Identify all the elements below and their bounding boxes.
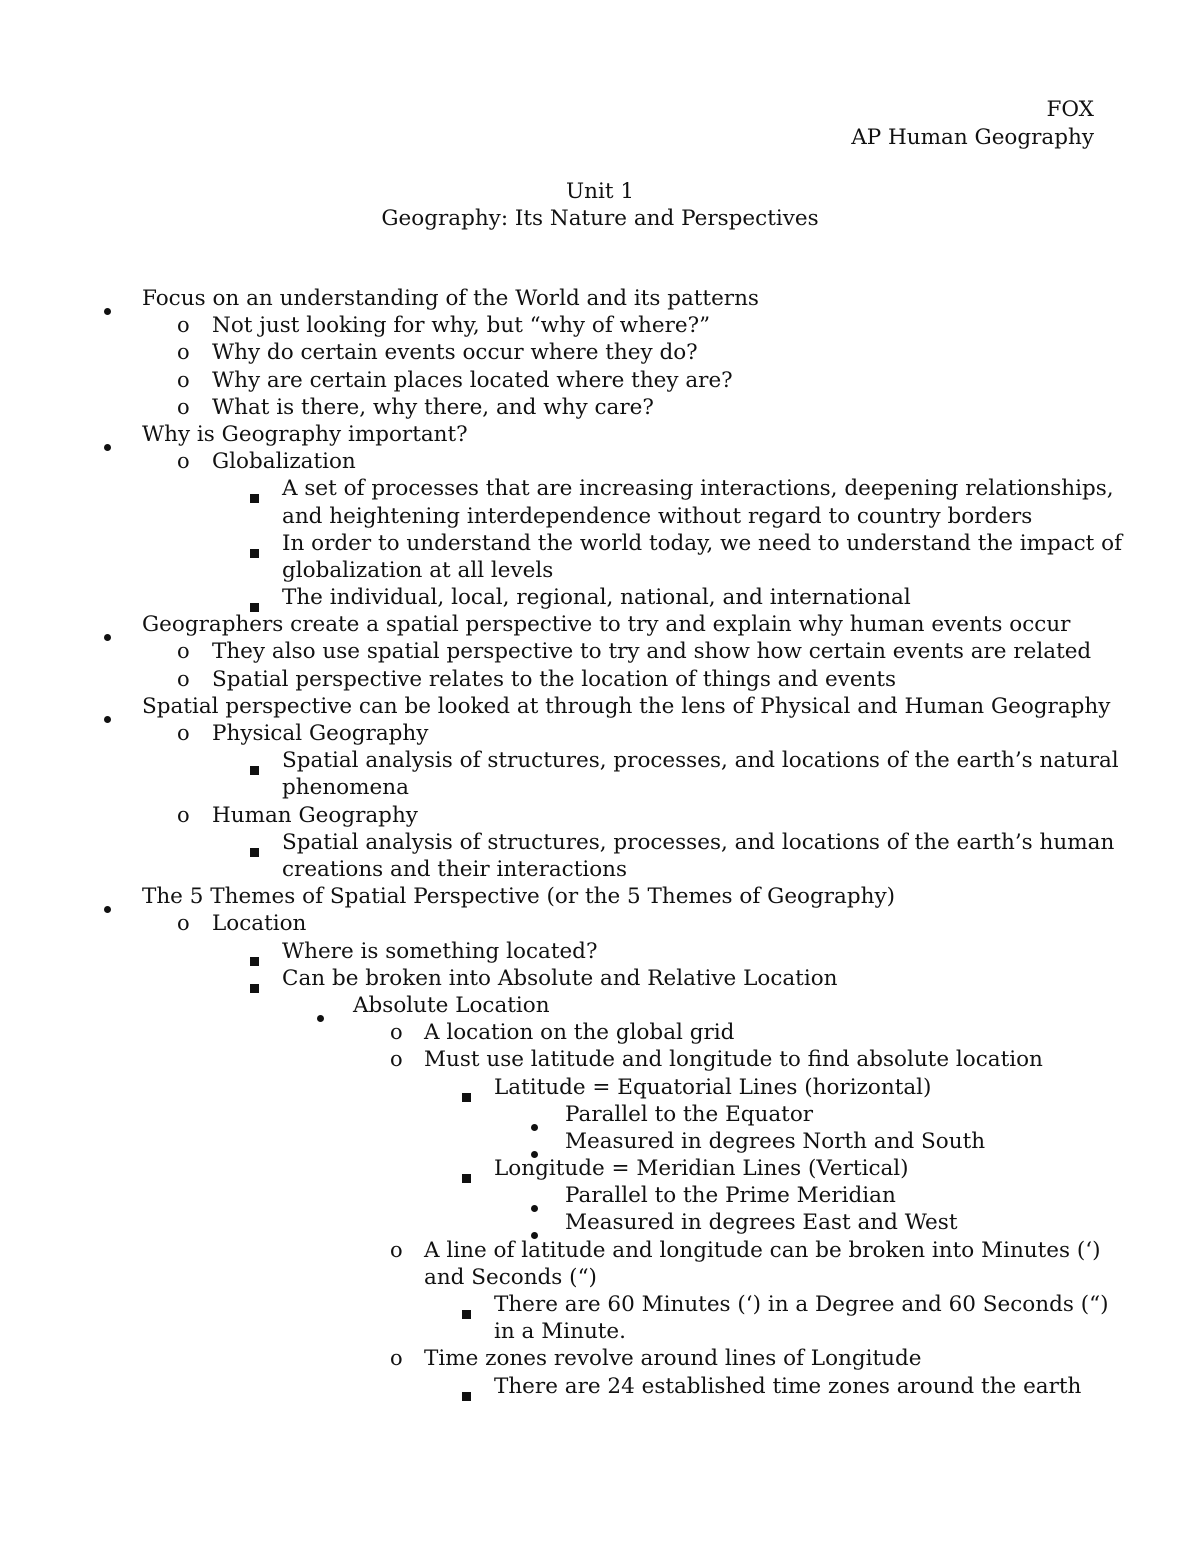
outline-item-continuation: and Seconds (“) <box>424 1264 597 1290</box>
outline-item <box>0 1237 1200 1291</box>
outline-item <box>0 1291 1200 1345</box>
outline-item-text: A line of latitude and longitude can be broken into Minutes (‘) <box>424 1237 1101 1263</box>
outline-item-text: In order to understand the world today, we need to understand the impact of <box>282 530 1123 556</box>
outline-item <box>0 693 1200 720</box>
outline-item <box>0 367 1200 394</box>
outline-item-text: Physical Geography <box>212 721 429 747</box>
outline-item <box>0 965 1200 992</box>
outline-item-text: The 5 Themes of Spatial Perspective (or the 5 Themes of Geography) <box>142 884 895 910</box>
bullet-square-icon <box>250 837 259 864</box>
outline-item-text: Globalization <box>212 449 356 475</box>
outline-item-text: A set of processes that are increasing interactions, deepening relationships, <box>282 476 1114 502</box>
outline-item-text: Human Geography <box>212 802 418 828</box>
outline-item-text: Where is something located? <box>282 938 598 964</box>
outline-item <box>0 1046 1200 1073</box>
outline-item <box>0 1182 1200 1209</box>
outline-item <box>0 802 1200 829</box>
bullet-circle-icon: o <box>390 1237 403 1262</box>
outline-item-text: Why do certain events occur where they do? <box>212 340 698 366</box>
bullet-circle-icon: o <box>177 911 190 936</box>
outline-item <box>0 421 1200 448</box>
author-name: FOX <box>1046 97 1094 122</box>
bullet-circle-icon: o <box>177 666 190 691</box>
outline-item <box>0 666 1200 693</box>
outline-item-text: Latitude = Equatorial Lines (horizontal) <box>494 1074 932 1100</box>
outline-item <box>0 938 1200 965</box>
bullet-circle-icon: o <box>177 721 190 746</box>
outline-item-text: Spatial perspective relates to the location of things and events <box>212 666 897 692</box>
outline-item <box>0 530 1200 584</box>
outline-item-text: Spatial analysis of structures, processes, and locations of the earth’s natural <box>282 748 1119 774</box>
bullet-circle-icon: o <box>390 1346 403 1371</box>
outline-item <box>0 883 1200 910</box>
outline-item-continuation: creations and their interactions <box>282 856 628 882</box>
outline-item-text: Time zones revolve around lines of Longitude <box>424 1346 922 1372</box>
bullet-square-icon <box>250 755 259 782</box>
outline-item-continuation: phenomena <box>282 775 409 801</box>
bullet-square-icon <box>462 1299 471 1326</box>
outline-item <box>0 1345 1200 1372</box>
outline-item-continuation: in a Minute. <box>494 1319 626 1345</box>
bullet-circle-icon: o <box>177 639 190 664</box>
bullet-circle-icon: o <box>177 367 190 392</box>
outline-item-text: There are 60 Minutes (‘) in a Degree and 60 Seconds (“) <box>494 1292 1109 1318</box>
outline-item <box>0 1101 1200 1128</box>
outline-item <box>0 638 1200 665</box>
outline-item <box>0 829 1200 883</box>
unit-subtitle: Geography: Its Nature and Perspectives <box>381 206 819 231</box>
outline-item-continuation: globalization at all levels <box>282 557 554 583</box>
outline-item-text: Focus on an understanding of the World and its patterns <box>142 286 759 311</box>
outline-item-text: Measured in degrees East and West <box>565 1210 958 1236</box>
bullet-circle-icon: o <box>390 1020 403 1045</box>
bullet-circle-icon: o <box>177 394 190 419</box>
outline-item-text: Location <box>212 911 307 937</box>
unit-title: Unit 1 <box>566 179 634 204</box>
outline-item <box>0 475 1200 529</box>
bullet-square-icon <box>462 1381 471 1408</box>
outline-item <box>0 1128 1200 1155</box>
outline-item <box>0 1019 1200 1046</box>
outline-item-text: There are 24 established time zones around the earth <box>494 1373 1082 1399</box>
outline-item <box>0 339 1200 366</box>
bullet-circle-icon: o <box>390 1047 403 1072</box>
outline-item <box>0 720 1200 747</box>
outline-item-text: What is there, why there, and why care? <box>212 394 654 420</box>
outline-item <box>0 1209 1200 1236</box>
outline-item <box>0 747 1200 801</box>
outline-item <box>0 1373 1200 1400</box>
outline-item <box>0 448 1200 475</box>
outline-item-text: Must use latitude and longitude to find absolute location <box>424 1047 1043 1073</box>
outline-item-text: Absolute Location <box>353 992 550 1018</box>
outline-item <box>0 992 1200 1019</box>
header-block <box>851 96 1094 152</box>
outline-item-text: Spatial analysis of structures, processes, and locations of the earth’s human <box>282 829 1115 855</box>
outline-item-text: Longitude = Meridian Lines (Vertical) <box>494 1156 909 1182</box>
outline-item-text: The individual, local, regional, national, and international <box>282 585 911 611</box>
bullet-square-icon <box>250 538 259 565</box>
bullet-circle-icon: o <box>177 802 190 827</box>
outline-item <box>0 312 1200 339</box>
bullet-square-icon <box>250 483 259 510</box>
outline-item <box>0 584 1200 611</box>
outline-item <box>0 394 1200 421</box>
outline-item-text: Spatial perspective can be looked at through the lens of Physical and Human Geography <box>142 693 1111 719</box>
outline-item <box>0 285 1200 312</box>
outline-item-text: Can be broken into Absolute and Relative Location <box>282 965 838 991</box>
outline-item-text: Parallel to the Prime Meridian <box>565 1183 896 1209</box>
outline-item <box>0 1155 1200 1182</box>
outline-list <box>0 285 1200 1400</box>
outline-item <box>0 611 1200 638</box>
bullet-circle-icon: o <box>177 449 190 474</box>
outline-item-text: Measured in degrees North and South <box>565 1128 986 1154</box>
outline-item-text: Not just looking for why, but “why of where?” <box>212 313 711 339</box>
outline-item-text: Geographers create a spatial perspective to try and explain why human events occur <box>142 612 1071 638</box>
outline-item-text: Why are certain places located where they are? <box>212 367 733 393</box>
bullet-circle-icon: o <box>177 340 190 365</box>
outline-item <box>0 1074 1200 1101</box>
course-name: AP Human Geography <box>851 125 1094 150</box>
outline-item-text: Parallel to the Equator <box>565 1101 814 1127</box>
outline-item-text: They also use spatial perspective to try and show how certain events are related <box>212 639 1092 665</box>
title-block <box>0 178 1200 232</box>
outline-item-continuation: and heightening interdependence without regard to country borders <box>282 503 1033 529</box>
outline-item <box>0 910 1200 937</box>
outline-item-text: A location on the global grid <box>424 1020 735 1046</box>
bullet-circle-icon: o <box>177 313 190 338</box>
outline-item-text: Why is Geography important? <box>142 421 468 447</box>
